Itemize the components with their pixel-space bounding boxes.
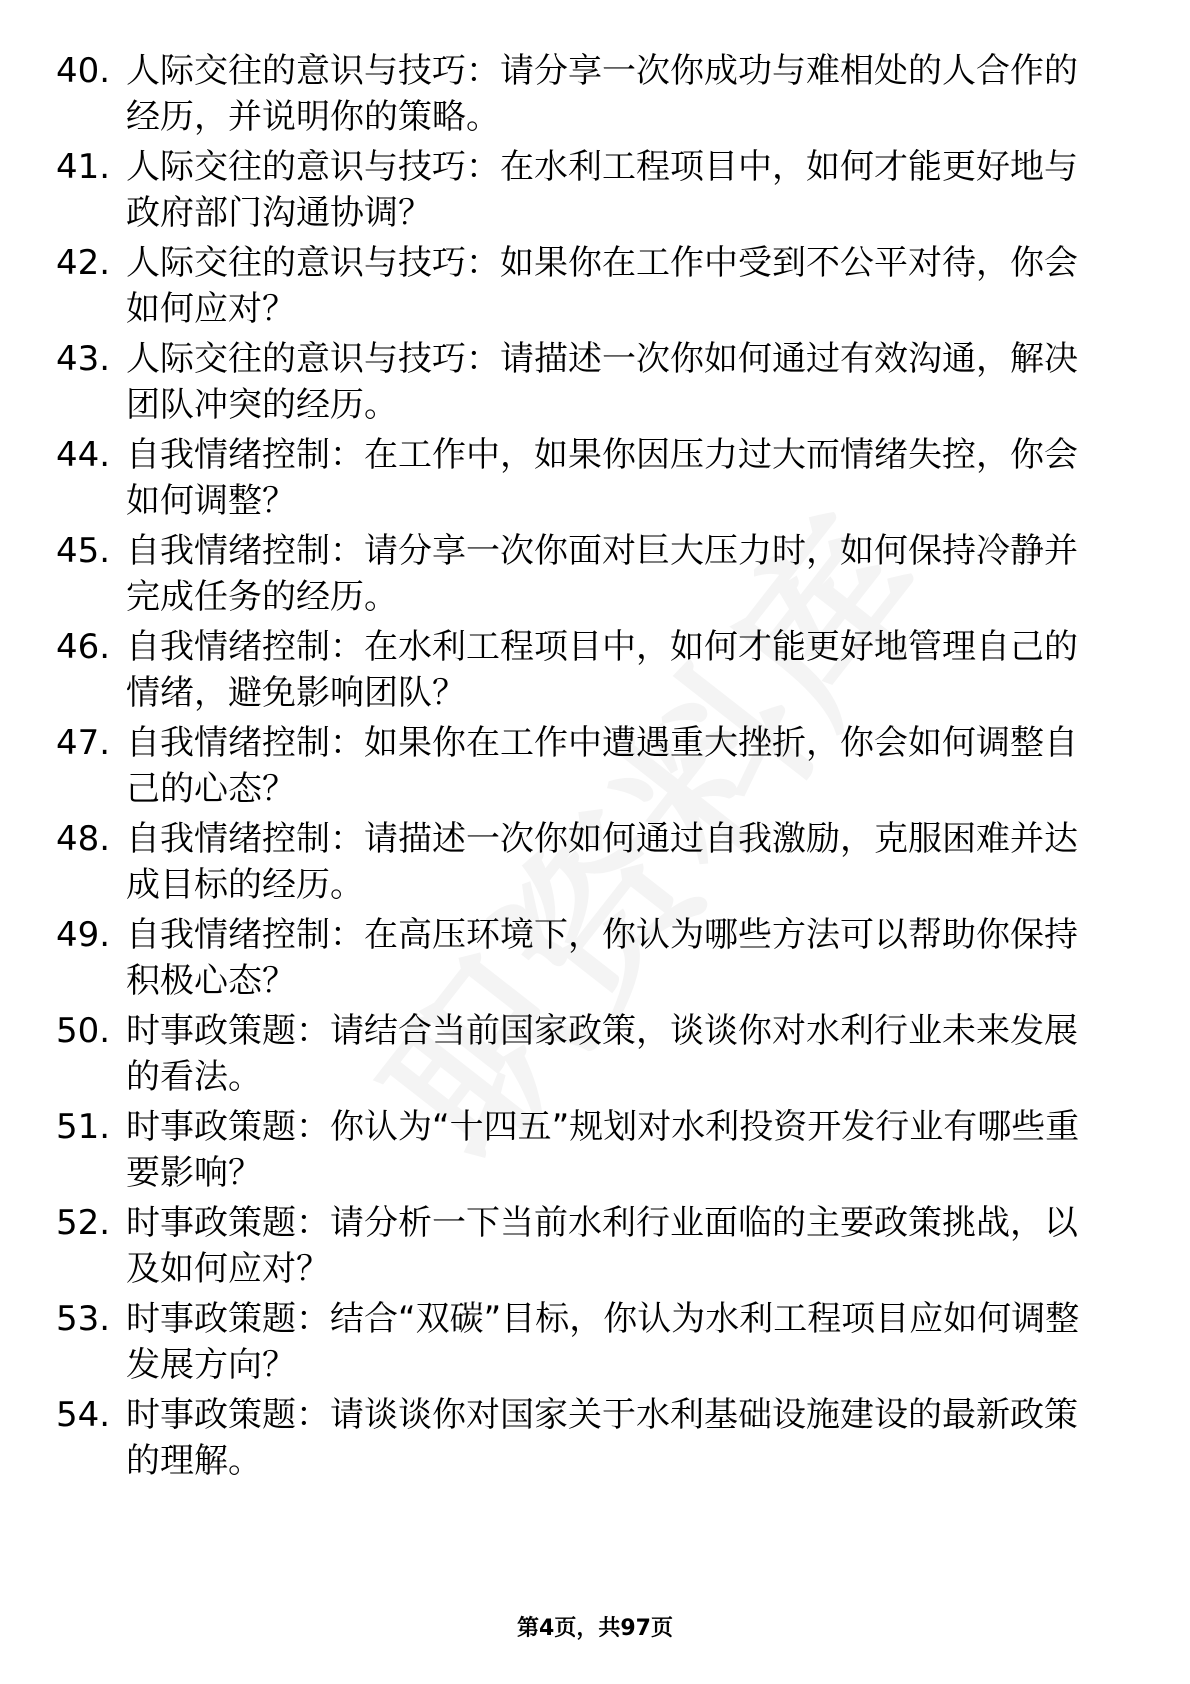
question-item <box>56 1008 1106 1104</box>
page-footer: 第4页，共97页 <box>517 1616 673 1641</box>
question-item <box>56 624 1106 720</box>
question-item <box>56 240 1106 336</box>
question-text: 时事政策题：结合“双碳”目标，你认为水利工程项目应如何调整发展方向？ <box>126 1299 1080 1385</box>
question-number: 47. <box>56 723 111 763</box>
question-number: 46. <box>56 627 111 667</box>
question-number: 53. <box>56 1299 111 1339</box>
question-text: 时事政策题：请分析一下当前水利行业面临的主要政策挑战，以及如何应对？ <box>126 1203 1078 1289</box>
question-number: 45. <box>56 531 111 571</box>
question-item <box>56 1104 1106 1200</box>
question-item <box>56 336 1106 432</box>
question-text: 自我情绪控制：请描述一次你如何通过自我激励，克服困难并达成目标的经历。 <box>126 819 1078 905</box>
question-item <box>56 48 1106 144</box>
question-number: 48. <box>56 819 111 859</box>
question-item <box>56 432 1106 528</box>
question-number: 50. <box>56 1011 111 1051</box>
question-number: 49. <box>56 915 111 955</box>
question-text: 时事政策题：请结合当前国家政策，谈谈你对水利行业未来发展的看法。 <box>126 1011 1078 1097</box>
question-number: 42. <box>56 243 111 283</box>
question-text: 时事政策题：你认为“十四五”规划对水利投资开发行业有哪些重要影响？ <box>126 1107 1080 1193</box>
question-number: 41. <box>56 147 111 187</box>
question-number: 52. <box>56 1203 111 1243</box>
question-number: 43. <box>56 339 111 379</box>
question-number: 51. <box>56 1107 111 1147</box>
question-item <box>56 1200 1106 1296</box>
question-number: 44. <box>56 435 111 475</box>
question-text: 人际交往的意识与技巧：请分享一次你成功与难相处的人合作的经历，并说明你的策略。 <box>126 51 1078 137</box>
question-text: 自我情绪控制：在工作中，如果你因压力过大而情绪失控，你会如何调整？ <box>126 435 1078 521</box>
question-text: 时事政策题：请谈谈你对国家关于水利基础设施建设的最新政策的理解。 <box>126 1395 1078 1481</box>
question-item <box>56 720 1106 816</box>
question-item <box>56 1392 1106 1488</box>
question-text: 自我情绪控制：如果你在工作中遭遇重大挫折，你会如何调整自己的心态？ <box>126 723 1078 809</box>
question-item <box>56 912 1106 1008</box>
question-list <box>56 48 1106 1488</box>
question-text: 自我情绪控制：请分享一次你面对巨大压力时，如何保持冷静并完成任务的经历。 <box>126 531 1078 617</box>
question-number: 40. <box>56 51 111 91</box>
question-text: 人际交往的意识与技巧：在水利工程项目中，如何才能更好地与政府部门沟通协调？ <box>126 147 1078 233</box>
question-text: 自我情绪控制：在高压环境下，你认为哪些方法可以帮助你保持积极心态？ <box>126 915 1078 1001</box>
question-text: 人际交往的意识与技巧：请描述一次你如何通过有效沟通，解决团队冲突的经历。 <box>126 339 1078 425</box>
question-item <box>56 144 1106 240</box>
question-item <box>56 816 1106 912</box>
question-item <box>56 1296 1106 1392</box>
question-text: 人际交往的意识与技巧：如果你在工作中受到不公平对待，你会如何应对？ <box>126 243 1078 329</box>
question-item <box>56 528 1106 624</box>
question-number: 54. <box>56 1395 111 1435</box>
question-text: 自我情绪控制：在水利工程项目中，如何才能更好地管理自己的情绪，避免影响团队？ <box>126 627 1078 713</box>
